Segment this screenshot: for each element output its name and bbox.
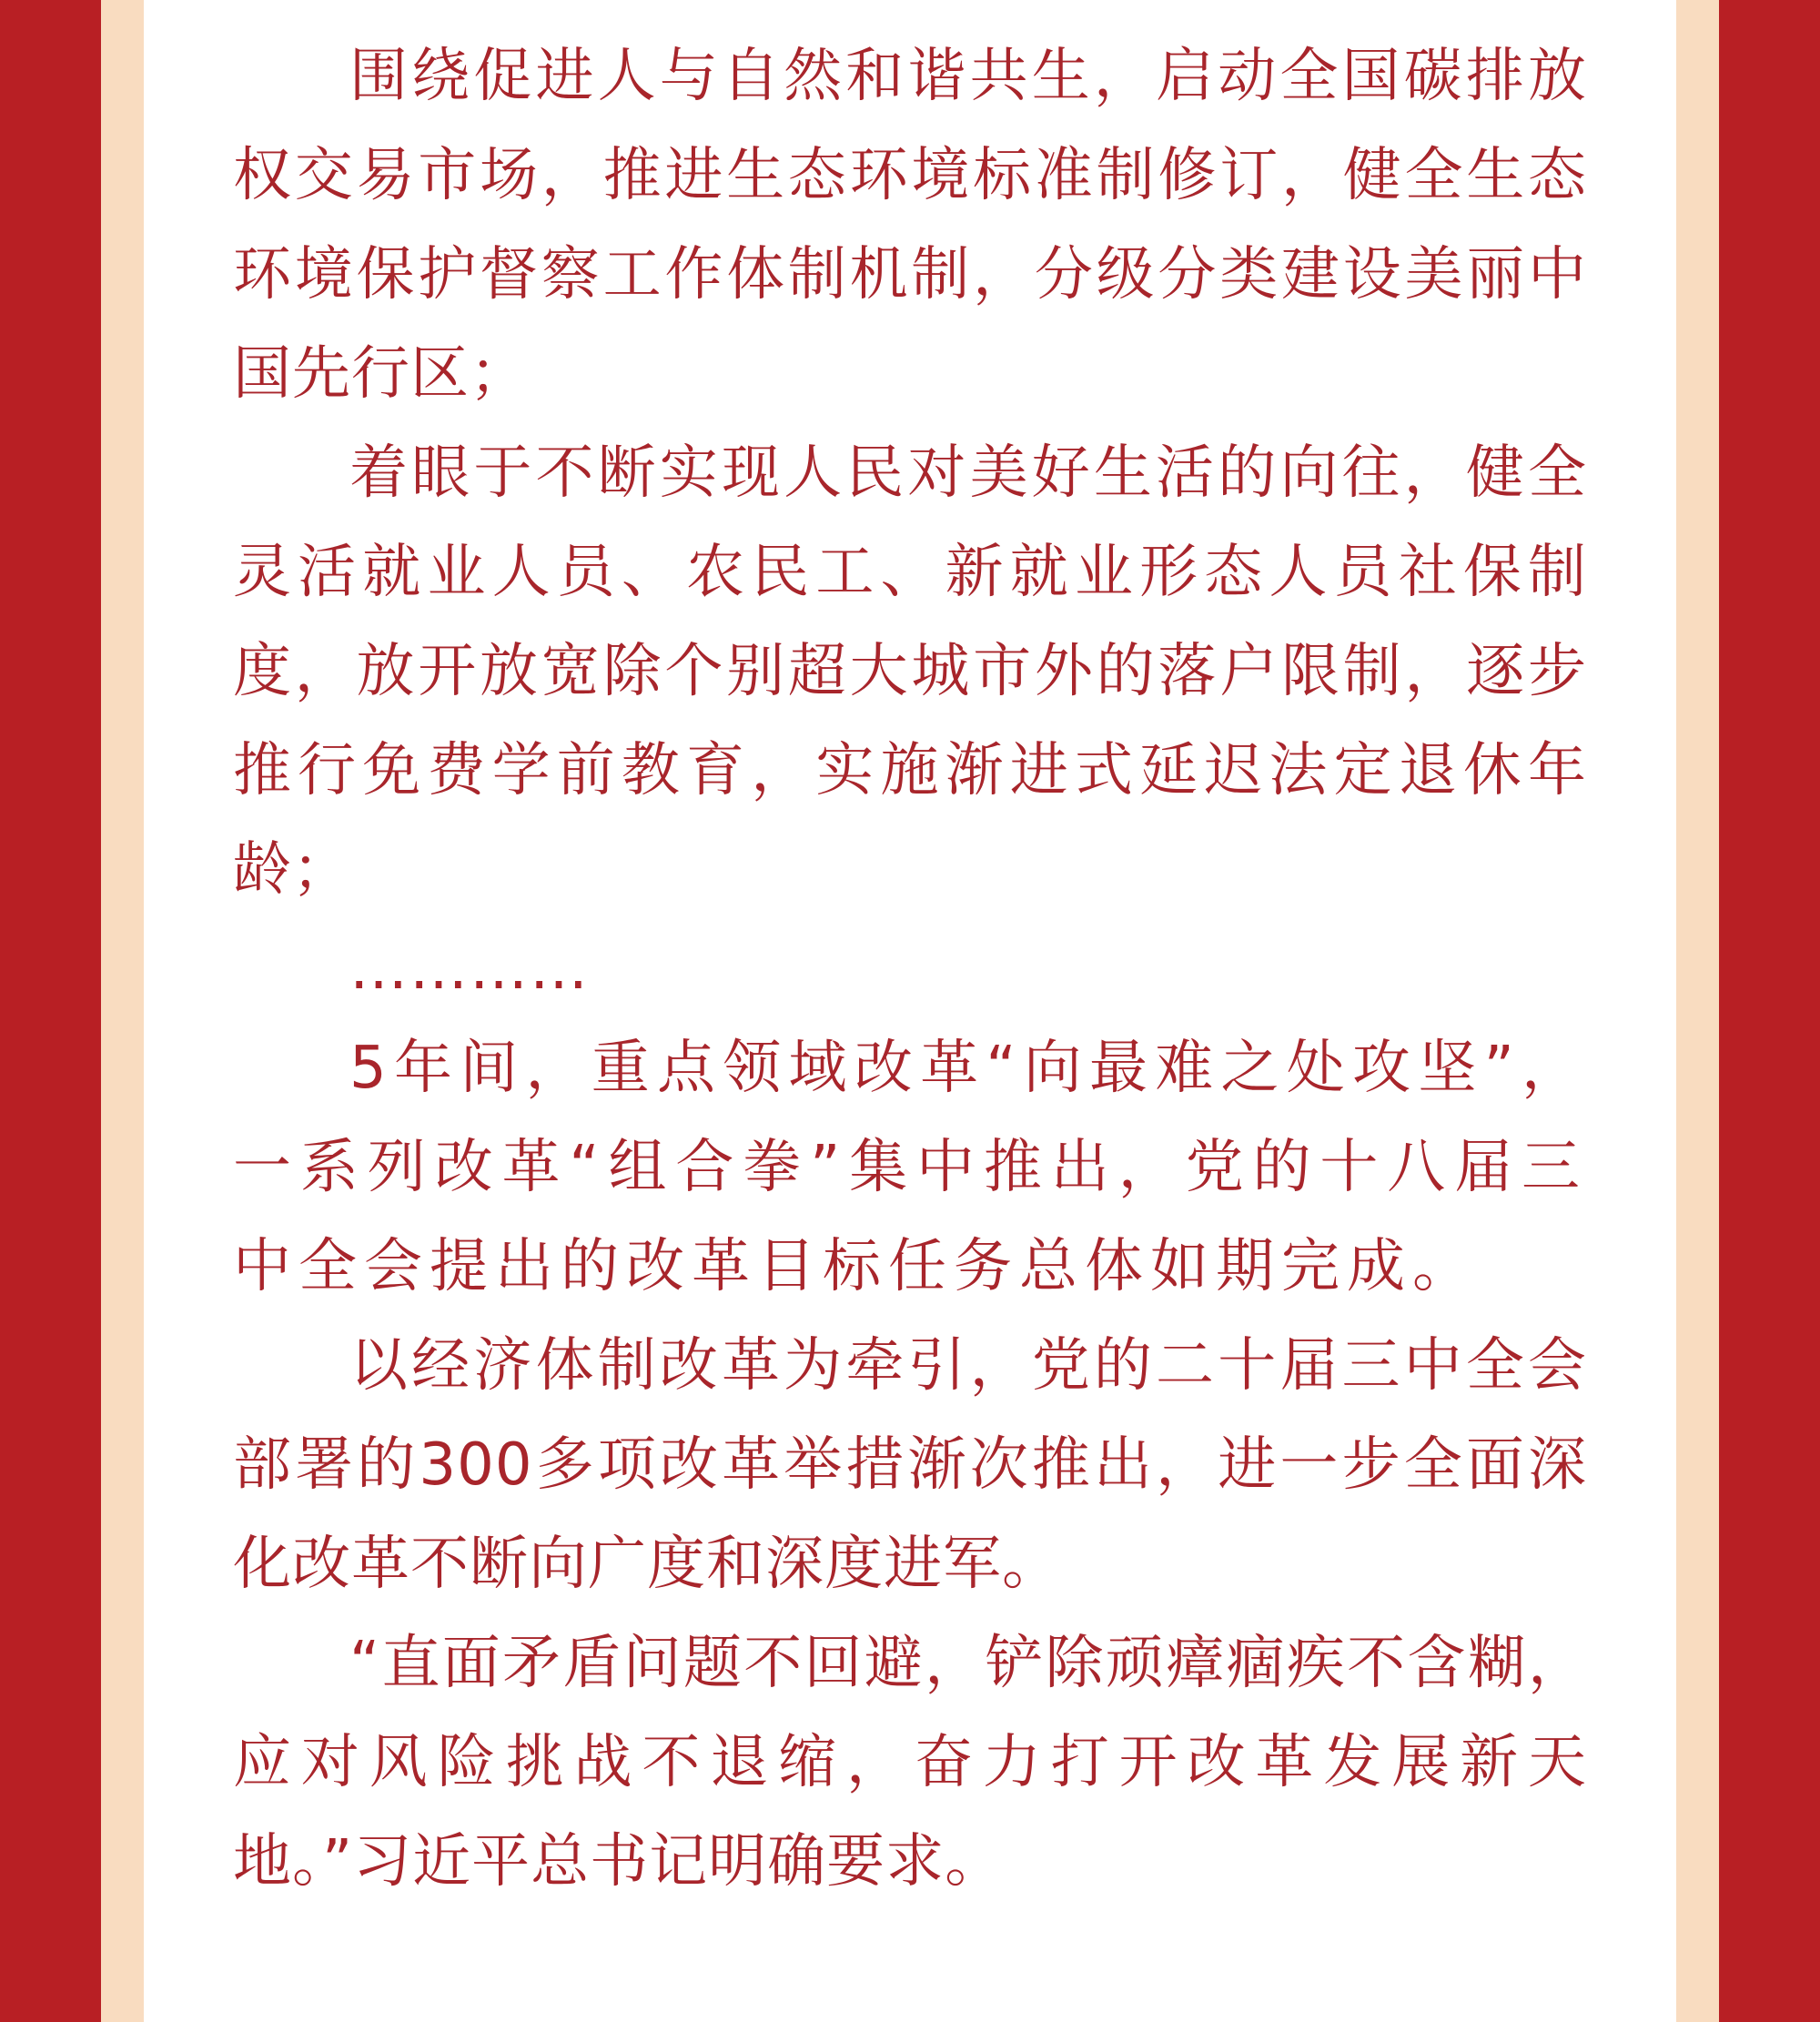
- ellipsis-separator: …………: [349, 935, 590, 1003]
- paragraph-livelihood: 着眼于不断实现人民对美好生活的向往，健全灵活就业人员、农民工、新就业形态人员社保制度，放开放宽除个别超大城市外的落户限制，逐步推行免费学前教育，实施渐进式延迟法定退休年龄；: [233, 440, 1587, 904]
- paragraph-ecology: 围绕促进人与自然和谐共生，启动全国碳排放权交易市场，推进生态环境标准制修订，健全生态环境保护督察工作体制机制，分级分类建设美丽中国先行区；: [233, 43, 1587, 408]
- article-body: [233, 0, 1587, 1912]
- paragraph-economic-reform: 以经济体制改革为牵引，党的二十届三中全会部署的300多项改革举措渐次推出，进一步全面深化改革不断向广度和深度进军。: [233, 1332, 1587, 1598]
- paragraph-five-years: 5年间，重点领域改革“向最难之处攻坚”，一系列改革“组合拳”集中推出，党的十八届三中全会提出的改革目标任务总体如期完成。: [233, 1035, 1587, 1300]
- paragraph-quote: “直面矛盾问题不回避，铲除顽瘴痼疾不含糊，应对风险挑战不退缩，奋力打开改革发展新天地。”习近平总书记明确要求。: [233, 1630, 1587, 1896]
